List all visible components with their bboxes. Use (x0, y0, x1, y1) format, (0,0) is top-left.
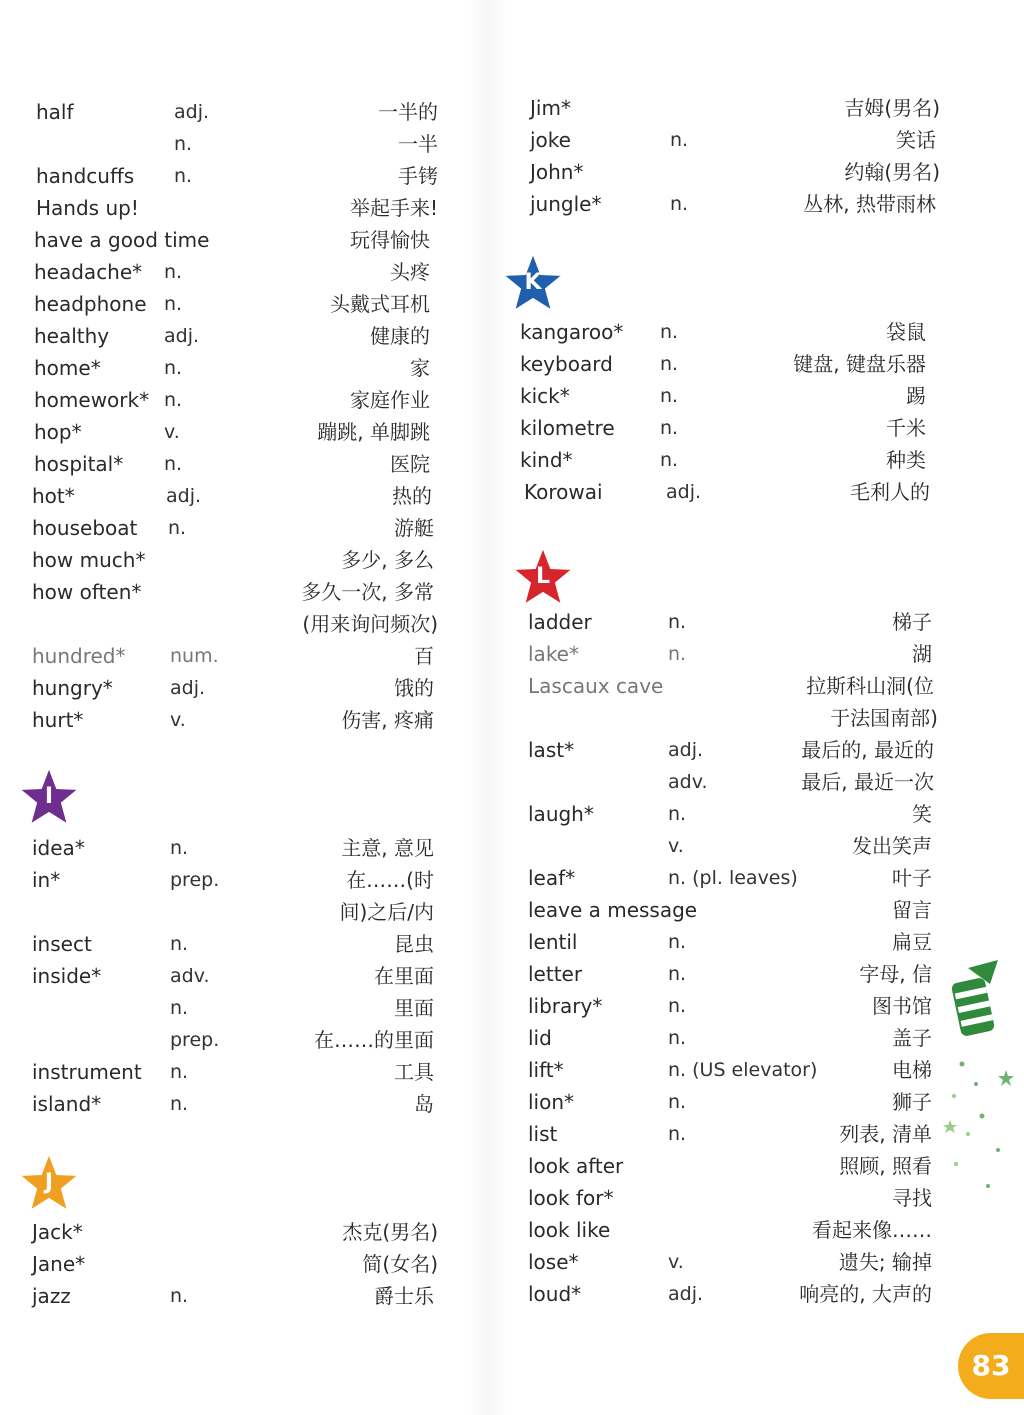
entry-meaning: 简(女名) (362, 1252, 438, 1276)
badge-letter: J (44, 1170, 54, 1195)
entry-healthy (34, 320, 430, 352)
firework-decoration-icon (938, 960, 1024, 1220)
entry-meaning: 千米 (886, 416, 926, 440)
entry-meaning: 看起来像…… (812, 1218, 932, 1242)
entry-pos: n. (170, 1061, 189, 1083)
entry-instrument (32, 1056, 434, 1088)
entry-word: island* (32, 1092, 102, 1116)
entry-word: hurt* (32, 708, 84, 732)
entry-keyboard (520, 348, 926, 380)
entry-meaning: 电梯 (892, 1058, 932, 1082)
entry-loud (528, 1278, 932, 1310)
entry-insect (32, 928, 434, 960)
entry-pos: n. (174, 133, 193, 155)
entry-word: leave a message (528, 898, 698, 922)
entry-word: jazz (32, 1284, 71, 1308)
entry-meaning: 手铐 (398, 164, 438, 188)
entry-pos: n. (164, 261, 183, 283)
entry-word: lentil (528, 930, 578, 954)
entry-meaning: 在里面 (374, 964, 434, 988)
entry-pos: n. (668, 803, 687, 825)
entry-meaning: 于法国南部) (830, 706, 938, 730)
entry-leaf (528, 862, 932, 894)
entry-word: kick* (520, 384, 570, 408)
entry-meaning: 昆虫 (394, 932, 434, 956)
entry-meaning: 照顾, 照看 (839, 1154, 932, 1178)
entry-pos: prep. (170, 869, 220, 891)
entry-meaning: 列表, 清单 (839, 1122, 932, 1146)
entry-lift (528, 1054, 932, 1086)
entry-pos: n. (170, 997, 189, 1019)
entry-pos: n. (668, 963, 687, 985)
entry-hospital (34, 448, 430, 480)
entry-pos: adj. (166, 485, 202, 507)
entry-last-adv (528, 766, 934, 798)
entry-word: letter (528, 962, 583, 986)
entry-laugh (528, 798, 932, 830)
entry-word: Jim* (530, 96, 571, 120)
entry-hands-up (36, 192, 438, 224)
entry-pos: n. (174, 165, 193, 187)
entry-meaning: 爵士乐 (374, 1284, 434, 1308)
entry-meaning: 头戴式耳机 (330, 292, 430, 316)
entry-word: John* (530, 160, 584, 184)
entry-meaning: 种类 (886, 448, 926, 472)
entry-pos: n. (164, 453, 183, 475)
entry-pos: adj. (164, 325, 200, 347)
entry-houseboat (32, 512, 434, 544)
entry-in-cont (32, 896, 434, 928)
entry-lion (528, 1086, 932, 1118)
entry-meaning: 扁豆 (892, 930, 932, 954)
entry-pos: n. (170, 837, 189, 859)
entry-meaning: 发出笑声 (852, 834, 932, 858)
entry-word: instrument (32, 1060, 142, 1084)
entry-word: look after (528, 1154, 624, 1178)
entry-home (34, 352, 430, 384)
entry-inside-prep (32, 1024, 434, 1056)
entry-jane (32, 1248, 438, 1280)
entry-pos: n. (170, 1285, 189, 1307)
entry-pos: n. (660, 417, 679, 439)
entry-library (528, 990, 932, 1022)
entry-half (36, 96, 438, 128)
entry-island (32, 1088, 434, 1120)
entry-hot (32, 480, 432, 512)
entry-have-a-good-time (34, 224, 430, 256)
entry-word: homework* (34, 388, 150, 412)
entry-hungry (32, 672, 434, 704)
entry-lid (528, 1022, 932, 1054)
entry-pos: v. (668, 835, 684, 857)
entry-pos: prep. (170, 1029, 220, 1051)
entry-word: hot* (32, 484, 75, 508)
entry-word: handcuffs (36, 164, 135, 188)
entry-pos: adj. (668, 1283, 704, 1305)
entry-meaning: 间)之后/内 (339, 900, 434, 924)
entry-meaning: 遗失; 输掉 (838, 1250, 932, 1274)
entry-homework (34, 384, 430, 416)
entry-pos: n. (668, 931, 687, 953)
entry-meaning: 杰克(男名) (342, 1220, 438, 1244)
entry-pos: n. (164, 357, 183, 379)
entry-look-like (528, 1214, 932, 1246)
entry-pos: n. (US elevator) (668, 1059, 818, 1081)
entry-pos: n. (668, 1091, 687, 1113)
entry-kind (520, 444, 926, 476)
entry-word: how often* (32, 580, 142, 604)
entry-word: healthy (34, 324, 110, 348)
entry-pos: n. (164, 389, 183, 411)
entry-pos: n. (660, 321, 679, 343)
entry-meaning: 笑 (912, 802, 932, 826)
entry-meaning: 踢 (906, 384, 926, 408)
entry-lascaux-cave-cont (528, 702, 938, 734)
entry-pos: n. (168, 517, 187, 539)
entry-word: Jane* (32, 1252, 86, 1276)
entry-word: headache* (34, 260, 143, 284)
section-badge-l (510, 544, 576, 610)
entry-meaning: 字母, 信 (859, 962, 932, 986)
entry-pos: n. (668, 1027, 687, 1049)
entry-word: home* (34, 356, 101, 380)
entry-word: kind* (520, 448, 573, 472)
entry-meaning: 约翰(男名) (844, 160, 940, 184)
entry-meaning: (用来询问频次) (302, 612, 438, 636)
entry-word: kilometre (520, 416, 615, 440)
entry-ladder (528, 606, 932, 638)
entry-joke (530, 124, 936, 156)
entry-hundred (32, 640, 434, 672)
entry-meaning: 键盘, 键盘乐器 (793, 352, 926, 376)
entry-meaning: 饿的 (394, 676, 434, 700)
entry-word: hop* (34, 420, 82, 444)
entry-pos: adj. (174, 101, 210, 123)
entry-word: laugh* (528, 802, 594, 826)
entry-word: headphone (34, 292, 147, 316)
entry-pos: n. (670, 129, 689, 151)
entry-meaning: 狮子 (892, 1090, 932, 1114)
entry-meaning: 留言 (892, 898, 932, 922)
entry-pos: v. (164, 421, 180, 443)
entry-meaning: 响亮的, 大声的 (799, 1282, 932, 1306)
entry-word: Korowai (524, 480, 603, 504)
entry-meaning: 梯子 (892, 610, 932, 634)
entry-meaning: 盖子 (892, 1026, 932, 1050)
entry-pos: n. (660, 385, 679, 407)
entry-pos: adj. (666, 481, 702, 503)
entry-idea (32, 832, 434, 864)
entry-word: leaf* (528, 866, 576, 890)
entry-pos: n. (660, 353, 679, 375)
entry-korowai (524, 476, 930, 508)
entry-meaning: 寻找 (892, 1186, 932, 1210)
entry-meaning: 最后, 最近一次 (801, 770, 934, 794)
entry-pos: n. (668, 995, 687, 1017)
entry-meaning: 吉姆(男名) (844, 96, 940, 120)
entry-word: look for* (528, 1186, 614, 1210)
entry-kilometre (520, 412, 926, 444)
section-badge-j (16, 1150, 82, 1216)
entry-word: in* (32, 868, 61, 892)
entry-list (528, 1118, 932, 1150)
entry-meaning: 健康的 (370, 324, 430, 348)
entry-jack (32, 1216, 438, 1248)
entry-meaning: 湖 (912, 642, 932, 666)
entry-pos: n. (668, 611, 687, 633)
entry-word: lose* (528, 1250, 579, 1274)
entry-meaning: 家 (410, 356, 430, 380)
entry-meaning: 百 (414, 644, 434, 668)
entry-word: kangaroo* (520, 320, 624, 344)
entry-meaning: 图书馆 (872, 994, 932, 1018)
entry-word: jungle* (530, 192, 602, 216)
entry-word: houseboat (32, 516, 138, 540)
entry-word: keyboard (520, 352, 613, 376)
entry-meaning: 热的 (392, 484, 432, 508)
page-fold-shadow (468, 0, 508, 1415)
entry-meaning: 岛 (414, 1092, 434, 1116)
entry-word: hundred* (32, 644, 126, 668)
page-number: 83 (958, 1333, 1024, 1399)
entry-word: loud* (528, 1282, 582, 1306)
entry-in (32, 864, 434, 896)
entry-pos: adv. (170, 965, 210, 987)
entry-last (528, 734, 934, 766)
entry-pos: n. (668, 1123, 687, 1145)
entry-word: Hands up! (36, 196, 139, 220)
entry-word: Jack* (32, 1220, 83, 1244)
entry-meaning: 多少, 多么 (341, 548, 434, 572)
entry-kangaroo (520, 316, 926, 348)
entry-meaning: 丛林, 热带雨林 (803, 192, 936, 216)
entry-word: Lascaux cave (528, 674, 664, 698)
entry-headache (34, 256, 430, 288)
section-badge-k (500, 250, 566, 316)
entry-pos: v. (668, 1251, 684, 1273)
entry-how-often (32, 576, 434, 608)
entry-letter (528, 958, 932, 990)
entry-pos: n. (pl. leaves) (668, 867, 798, 889)
entry-word: joke (530, 128, 571, 152)
entry-meaning: 笑话 (896, 128, 936, 152)
entry-lascaux-cave (528, 670, 934, 702)
entry-how-often-cont (32, 608, 438, 640)
entry-pos: n. (670, 193, 689, 215)
entry-word: half (36, 100, 74, 124)
entry-word: lift* (528, 1058, 564, 1082)
entry-pos: adj. (668, 739, 704, 761)
entry-meaning: 家庭作业 (350, 388, 430, 412)
entry-meaning: 工具 (394, 1060, 434, 1084)
entry-jazz (32, 1280, 434, 1312)
entry-word: list (528, 1122, 558, 1146)
entry-pos: num. (170, 645, 219, 667)
entry-hop (34, 416, 430, 448)
entry-headphone (34, 288, 430, 320)
entry-pos: v. (170, 709, 186, 731)
entry-pos: n. (660, 449, 679, 471)
entry-laugh-verb (528, 830, 932, 862)
section-badge-i (16, 764, 82, 830)
entry-meaning: 叶子 (892, 866, 932, 890)
entry-word: last* (528, 738, 575, 762)
entry-word: library* (528, 994, 603, 1018)
entry-meaning: 举起手来! (349, 196, 438, 220)
entry-word: ladder (528, 610, 592, 634)
entry-word: have a good time (34, 228, 210, 252)
entry-pos: n. (170, 933, 189, 955)
entry-word: lid (528, 1026, 552, 1050)
entry-inside (32, 960, 434, 992)
entry-meaning: 毛利人的 (850, 480, 930, 504)
entry-meaning: 多久一次, 多常 (301, 580, 434, 604)
entry-pos: n. (170, 1093, 189, 1115)
entry-meaning: 一半的 (378, 100, 438, 124)
entry-word: idea* (32, 836, 85, 860)
entry-john (530, 156, 940, 188)
entry-how-much (32, 544, 434, 576)
entry-meaning: 头疼 (390, 260, 430, 284)
entry-look-after (528, 1150, 932, 1182)
entry-meaning: 游艇 (394, 516, 434, 540)
entry-meaning: 袋鼠 (886, 320, 926, 344)
entry-meaning: 医院 (390, 452, 430, 476)
entry-word: hungry* (32, 676, 113, 700)
entry-meaning: 在……(时 (346, 868, 434, 892)
entry-word: lake* (528, 642, 579, 666)
entry-pos: n. (164, 293, 183, 315)
entry-word: look like (528, 1218, 611, 1242)
entry-meaning: 一半 (398, 132, 438, 156)
entry-word: insect (32, 932, 92, 956)
entry-kick (520, 380, 926, 412)
entry-pos: adv. (668, 771, 708, 793)
entry-jim (530, 92, 940, 124)
entry-word: inside* (32, 964, 102, 988)
entry-word: how much* (32, 548, 146, 572)
entry-leave-a-message (528, 894, 932, 926)
entry-jungle (530, 188, 936, 220)
entry-meaning: 蹦跳, 单脚跳 (317, 420, 430, 444)
entry-half-noun (36, 128, 438, 160)
entry-meaning: 拉斯科山洞(位 (806, 674, 934, 698)
badge-letter: I (44, 784, 54, 809)
entry-handcuffs (36, 160, 438, 192)
entry-pos: n. (668, 643, 687, 665)
entry-lentil (528, 926, 932, 958)
entry-lose (528, 1246, 932, 1278)
badge-letter: K (524, 270, 542, 295)
entry-meaning: 最后的, 最近的 (801, 738, 934, 762)
entry-hurt (32, 704, 434, 736)
badge-letter: L (535, 564, 551, 589)
entry-inside-noun (32, 992, 434, 1024)
entry-lake (528, 638, 932, 670)
entry-meaning: 里面 (394, 996, 434, 1020)
entry-word: lion* (528, 1090, 575, 1114)
entry-meaning: 主意, 意见 (341, 836, 434, 860)
entry-meaning: 玩得愉快 (350, 228, 430, 252)
entry-meaning: 在……的里面 (314, 1028, 434, 1052)
entry-meaning: 伤害, 疼痛 (341, 708, 434, 732)
entry-look-for (528, 1182, 932, 1214)
entry-pos: adj. (170, 677, 206, 699)
entry-word: hospital* (34, 452, 124, 476)
